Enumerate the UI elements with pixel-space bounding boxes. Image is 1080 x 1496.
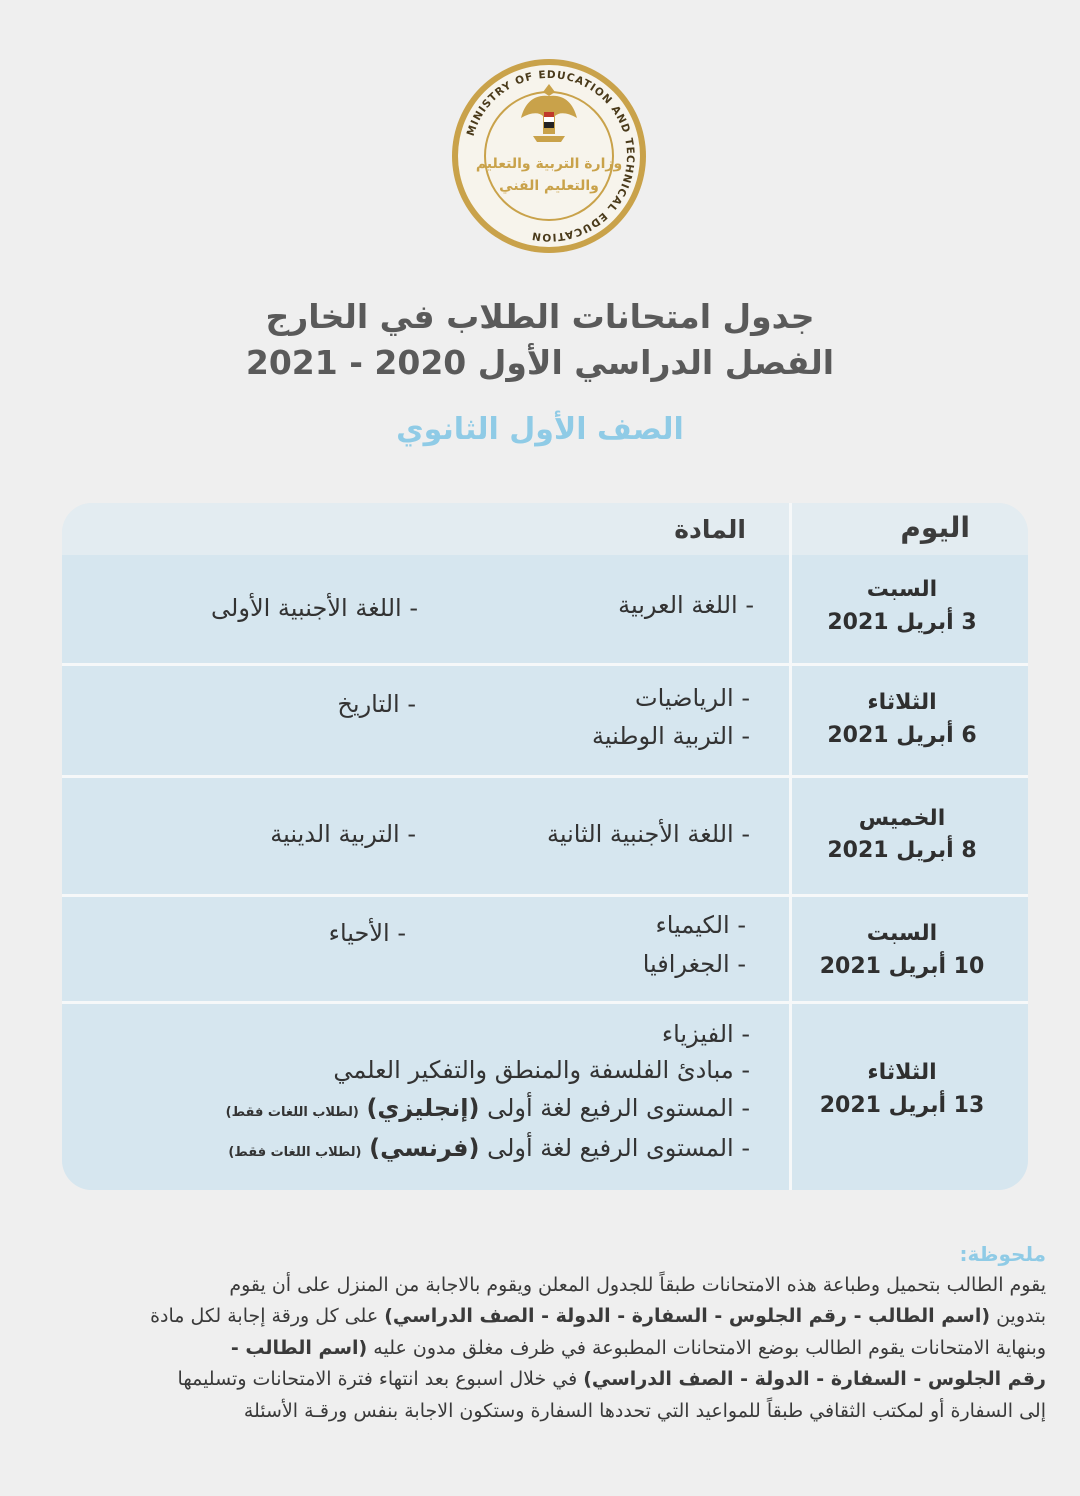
row-date: 10 أبريل 2021: [819, 954, 985, 979]
subject-item: - الرياضيات: [634, 684, 750, 712]
row-day: الثلاثاء: [867, 1060, 937, 1085]
ministry-seal: [449, 56, 649, 256]
grade-title: الصف الأول الثانوي: [396, 412, 684, 447]
header-day: اليوم: [900, 511, 970, 544]
table-row: [62, 1004, 1028, 1190]
exam-schedule-table: [62, 503, 1028, 1190]
subject-item: - اللغة الأجنبية الأولى: [211, 594, 418, 622]
subject-item: - التربية الوطنية: [591, 722, 750, 750]
page-title-line2: الفصل الدراسي الأول 2020 - 2021: [245, 343, 835, 382]
seal-ring-text: MINISTRY OF EDUCATION AND TECHNICAL EDUCATION: [464, 68, 637, 244]
row-day: الثلاثاء: [867, 690, 937, 715]
subject-note: (لطلاب اللغات فقط): [225, 1105, 359, 1120]
row-day: السبت: [866, 577, 938, 602]
subject-text: - المستوى الرفيع لغة أولى: [487, 1094, 750, 1122]
table-row: [62, 778, 1028, 894]
subject-item: - الفيزياء: [661, 1020, 750, 1048]
row-date: 8 أبريل 2021: [827, 838, 977, 863]
seal-arabic-2: والتعليم الفني: [499, 178, 599, 194]
row-date: 13 أبريل 2021: [819, 1093, 985, 1118]
subject-item: - الأحياء: [328, 919, 406, 947]
subject-lang: (فرنسي): [369, 1134, 480, 1162]
subject-item: - اللغة الأجنبية الثانية: [546, 820, 750, 848]
column-divider: [789, 503, 792, 1190]
subject-item: - الجغرافيا: [642, 950, 746, 978]
note-line: رقم الجلوس - السفارة - الدولة - الصف الدراسي) في خلال اسبوع بعد انتهاء فترة الامتحانات وتسليمها: [177, 1368, 1046, 1390]
table-row: [62, 897, 1028, 1001]
seal-arabic-1: وزارة التربية والتعليم: [475, 156, 623, 172]
subject-item: - التربية الدينية: [270, 820, 416, 848]
subject-item: [226, 1094, 750, 1122]
header-subject: المادة: [674, 515, 746, 544]
subject-item: - التاريخ: [337, 690, 416, 718]
subject-item: - اللغة العربية: [618, 591, 754, 619]
subject-text: - المستوى الرفيع لغة أولى: [487, 1134, 750, 1162]
note-line: يقوم الطالب بتحميل وطباعة هذه الامتحانات طبقاً للجدول المعلن ويقوم بالاجابة من المنزل على أن يقوم: [229, 1274, 1046, 1296]
subject-item: [228, 1134, 750, 1162]
note-heading: ملحوظة:: [959, 1242, 1046, 1266]
subject-item: - الكيمياء: [655, 911, 746, 939]
row-day: السبت: [866, 921, 938, 946]
subject-note: (لطلاب اللغات فقط): [228, 1145, 362, 1160]
subject-lang: (إنجليزي): [366, 1094, 480, 1122]
subject-item: - مبادئ الفلسفة والمنطق والتفكير العلمي: [333, 1056, 750, 1084]
table-row: [62, 555, 1028, 663]
note-line: إلى السفارة أو لمكتب الثقافي طبقاً للمواعيد التي تحددها السفارة وستكون الاجابة بنفس ورقـة الأسئلة: [243, 1400, 1046, 1422]
note-line: بتدوين (اسم الطالب - رقم الجلوس - السفارة - الدولة - الصف الدراسي) على كل ورقة إجابة لكل مادة: [150, 1305, 1046, 1327]
row-date: 6 أبريل 2021: [827, 723, 977, 748]
row-day: الخميس: [858, 806, 946, 831]
note-line: وبنهاية الامتحانات يقوم الطالب بوضع الامتحانات المطبوعة في ظرف مغلق مدون عليه (اسم الطالب -: [230, 1337, 1046, 1359]
table-row: [62, 666, 1028, 775]
page-title-line1: جدول امتحانات الطلاب في الخارج: [265, 297, 815, 336]
row-date: 3 أبريل 2021: [827, 610, 977, 635]
table-header: [62, 503, 1028, 555]
